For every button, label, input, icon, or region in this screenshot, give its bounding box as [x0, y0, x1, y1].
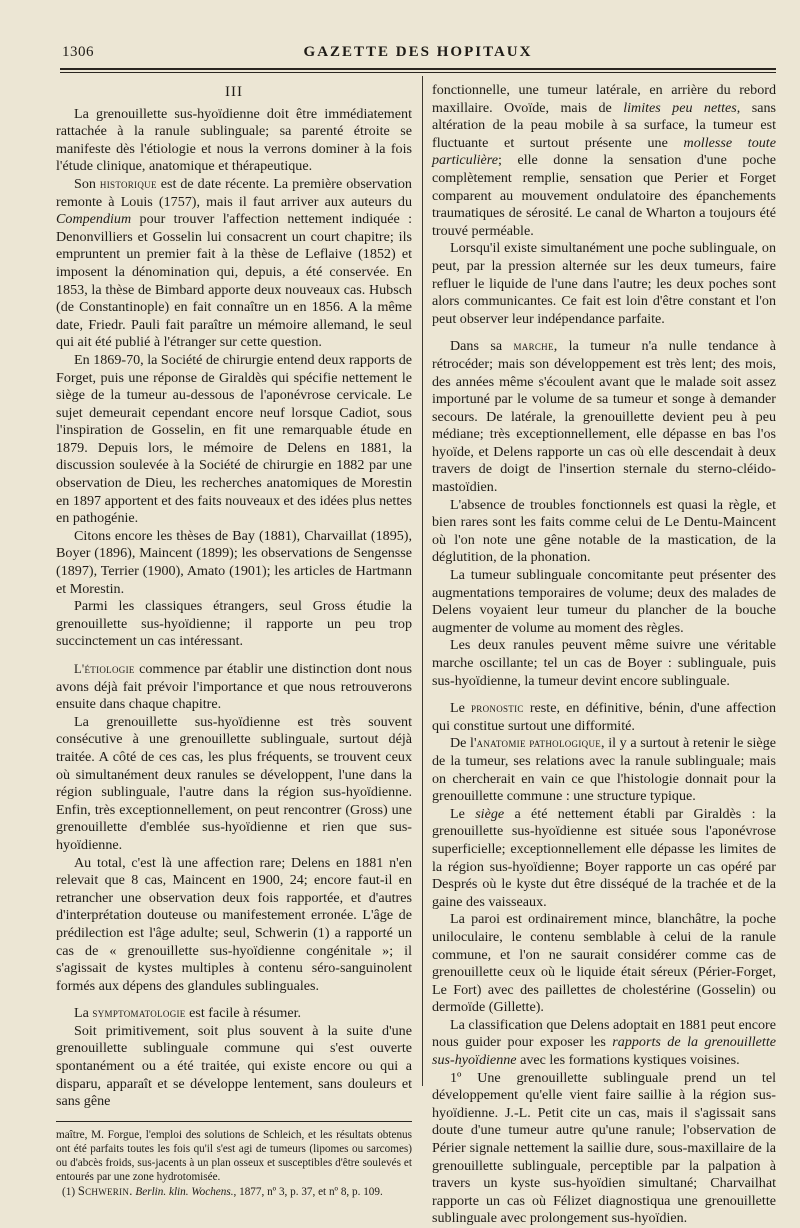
paragraph — [432, 82, 776, 240]
footnote-author: Schwerin. — [77, 1183, 133, 1198]
footnote — [56, 1184, 412, 1199]
header-rule-thick — [60, 68, 776, 70]
page-number: 1306 — [62, 44, 94, 60]
paragraph — [56, 1023, 412, 1111]
paragraph — [56, 661, 412, 714]
paragraph — [432, 911, 776, 1017]
text-run: Le — [450, 805, 465, 822]
footnotes — [56, 1128, 412, 1199]
right-column — [432, 82, 776, 1228]
paragraph-text: Citons encore les thèses de Bay (1881), Charvaillat (1895), Boyer (1896), Maincent (1899); les observations de Sengensse (1897), Terrier (1900), Amato (1901); les articles de Hartmann et Morestin. — [56, 527, 412, 597]
paragraph — [56, 528, 412, 598]
paragraph — [56, 714, 412, 855]
text-run: commence par établir une distinction dont nous avons déjà fait prévoir l'importance et que nous retrouverons ensuite dans chaque chapitre. — [56, 661, 413, 713]
text-run: reste, en définitive, bénin, d'une affection qui constitue surtout une difformité. — [432, 700, 776, 734]
text-run: fonctionnelle, une tumeur latérale, en arrière du rebord maxillaire. Ovoïde, mais de — [432, 82, 776, 116]
paragraph — [56, 352, 412, 528]
text-run: Dans sa — [450, 338, 503, 355]
text-run: pour trouver l'affection nettement indiquée : Denonvilliers et Gosselin lui consacrent un court chapitre; ils empruntent un premier fait à la thèse de Leflaive (1852) et imposent la dénomination qui, depuis, a été conservée. En 1853, la thèse de Bimbard apporte deux nouveaux cas. Hubsch (de Constantinople) en fait connaître un en 1856. A la même date, Friedr. Pauli fait paraître un mémoire allemand, le seul qui ait été publié à l'étranger sur cette question. — [56, 211, 412, 351]
paragraph — [432, 240, 776, 328]
small-caps-heading: pronostic — [471, 701, 524, 716]
text-run: La — [74, 1005, 89, 1022]
paragraph-text: La tumeur sublinguale concomitante peut présenter des augmentations temporaires de volume; deux des malades de Delens voyaient leur tumeur du plancher de la bouche augmenter de volume au moment des règles. — [432, 567, 776, 636]
paragraph-text: En 1869-70, la Société de chirurgie entend deux rapports de Forget, puis une réponse de Giraldès qui spécifie nettement le siège de la tumeur au-dessous de l'aponévrose cervicale. Le sujet demeurait cependant encore neuf lorsque Cadiot, sous l'inspiration de Gosselin, en fit une remarquable étude en 1879. Depuis lors, le mémoire de Delens en 1881, la discussion soulevée à la Société de chirurgie en 1882 par une observation de Dieu, les recherches anatomiques de Morestin en 1897 apportent et des faits nouveaux et des idées plus nettes en pathogénie. — [56, 351, 412, 527]
paragraph-text: La grenouillette sus-hyoïdienne doit être immédiatement rattachée à la ranule sublinguale; sa parenté étroite se manifeste dès l'étiologie et nous la verrons dominer à la fois l'étude clinique, anatomique et thérapeutique. — [56, 105, 412, 175]
left-column — [56, 82, 412, 1199]
paragraph — [432, 567, 776, 637]
small-caps-heading: marche — [513, 339, 554, 354]
paragraph — [432, 1017, 776, 1070]
italic-text: rapports de la grenouillette sus-hyoïdienne — [432, 1034, 776, 1069]
paragraph-text: La grenouillette sus-hyoïdienne est très souvent consécutive à une grenouillette sublinguale, surtout déjà traitée. A côté de ces cas, les plus fréquents, se trouvent ceux où simultanément deux ranules se développent, l'une dans la région sublinguale, l'autre dans la région sus-hyoïdienne. Enfin, très exceptionnellement, on peut rencontrer (Gross) une grenouillette d'emblée sus-hyoïdienne et rien que sus-hyoïdienne. — [56, 713, 412, 853]
text-run: , la tumeur n'a nulle tendance à rétrocéder; mais son développement est très lent; des mois, des années même s'écoulent avant que le malade soit assez importuné par le volume de sa tumeur et songe à demander secours. De latérale, la grenouillette devient peu à peu médiane; très exceptionnellement, elle dépasse en bas l'os hyoïde, et Delens rapporte un cas où elle descendait à deux travers de doigt de l'insertion sternale du sterno-cléido-mastoïdien. — [432, 338, 776, 496]
small-caps-heading: symptomatologie — [92, 1006, 186, 1021]
small-caps-heading: L'étiologie — [74, 662, 135, 676]
paragraph — [432, 497, 776, 567]
header-rule-thin — [60, 72, 776, 73]
paragraph-text: Parmi les classiques étrangers, seul Gross étudie la grenouillette sus-hyoïdienne; il rapporte un peu trop succinctement un cas intéressant. — [56, 598, 412, 650]
text-run: , il y a surtout à retenir le siège de la tumeur, ses relations avec la ranule sublinguale; mais on chercherait en vain ce que l'histologie donnait pour la grenouillette commune : une structure typique. — [432, 735, 776, 805]
paragraph-text: Les deux ranules peuvent même suivre une véritable marche oscillante; tel un cas de Boyer : sublinguale, puis sus-hyoïdienne, la tumeur devint encore sublinguale. — [432, 637, 776, 689]
paragraph — [432, 735, 776, 805]
paragraph-text: La paroi est ordinairement mince, blanchâtre, la poche uniloculaire, le contenu semblable à celui de la ranule commune, et l'on ne saurait considérer comme cas de grenouillette ceux où le liquide était séreux (Périer-Forget, Le Fort) avec des paillettes de cholestérine (Gosselin) ou dermoïde (Gillette). — [432, 911, 776, 1016]
paragraph — [432, 637, 776, 690]
text-run: Son — [74, 175, 96, 192]
italic-text: Compendium — [56, 211, 132, 228]
paragraph — [56, 598, 412, 651]
footnote-rule — [56, 1121, 412, 1122]
paragraph-text: Au total, c'est là une affection rare; Delens en 1881 n'en relevait que 8 cas, Maincent en 1900, 24; encore faut-il en retrancher une observation deux fois rapportée, et d'autres d'interprétation douteuse ou manifestement erronée. L'âge de prédilection est l'âge adulte; seul, Schwerin (1) a rapporté un cas de « grenouillette sus-hyoïdienne congénitale »; il s'agissait de kystes multiples à contenu séro-sanguinolent formés aux dépens des glandules sublinguales. — [56, 854, 412, 994]
text-run: Le — [450, 700, 465, 717]
text-run: ; elle donne la sensation d'une poche complètement remplie, sensation que Perier et Forget comparent au mouvement ondulatoire des épanchements traumatiques de sérosité. Le canal de Wharton a toujours été trouvé perméable. — [432, 152, 776, 239]
paragraph-text: Lorsqu'il existe simultanément une poche sublinguale, on peut, par la pression alternée sur les deux tumeurs, faire refluer le liquide de l'une dans l'autre; les deux poches sont alors communicantes. Ce fait est loin d'être constant et l'on peut observer leur indépendance parfaite. — [432, 240, 776, 327]
running-header — [60, 44, 776, 64]
text-run: avec les formations kystiques voisines. — [520, 1052, 740, 1069]
paragraph — [56, 1005, 412, 1023]
text-run: De l' — [450, 735, 477, 752]
column-divider — [422, 76, 423, 1086]
footnote-journal: Berlin. klin. Wochens. — [135, 1185, 234, 1198]
paragraph-text: L'absence de troubles fonctionnels est quasi la règle, et bien rares sont les faits comme celui de Le Dentu-Maincent où l'on note une gêne notable de la mastication, de la déglutition, de la phonation. — [432, 496, 776, 566]
footnote — [56, 1128, 412, 1184]
paragraph — [432, 338, 776, 496]
text-run: La classification que Delens adoptait en 1881 peut encore nous guider pour exposer les — [432, 1016, 776, 1051]
small-caps-heading: historique — [99, 176, 157, 191]
italic-text: limites peu nettes — [623, 99, 737, 116]
paragraph-text: Soit primitivement, soit plus souvent à la suite d'une grenouillette sublinguale commune qui s'est ouverte spontanément ou a été traitée, qui existe encore ou qui a disparu, apparaît et se développe lentement, sans douleurs et sans gêne — [56, 1022, 412, 1110]
footnote-text: , 1877, nº 3, p. 37, et nº 8, p. 109. — [233, 1185, 383, 1198]
paragraph — [432, 806, 776, 912]
paragraph — [56, 106, 412, 176]
section-number: III — [225, 84, 243, 100]
italic-text: siège — [475, 805, 505, 822]
paragraph — [432, 700, 776, 735]
paragraph — [56, 855, 412, 996]
journal-title: GAZETTE DES HOPITAUX — [303, 44, 533, 60]
paragraph-text: 1º Une grenouillette sublinguale prend un tel développement qu'elle vient faire saillie à la région sus-hyoïdienne. J.-L. Petit cite un cas, mais il s'agissait sans doute d'une tumeur autre qu'une ranule; l'observation de Périer signale nettement la saillie dure, sous-maxillaire de la grenouillette sublinguale, perceptible par la palpation à travers un kyste sus-hyoïdien simultané; Charvailhat rapporte un cas où Félizet diagnostiqua une grenouillette sublinguale avec prolongement sus-hyoïdien. — [432, 1069, 776, 1227]
paragraph — [432, 1070, 776, 1228]
text-run: est facile à résumer. — [189, 1005, 302, 1022]
text-run: , sans altération de la peau mobile à sa surface, la tumeur est fluctuante et surtout présente une — [432, 99, 776, 151]
small-caps-heading: anatomie pathologique — [476, 736, 602, 751]
text-run: est de date récente. La première observation remonte à Louis (1757), mais il faut arriver aux auteurs du — [56, 175, 412, 210]
text-run: a été nettement établi par Giraldès : la grenouillette sus-hyoïdienne est située sous l'aponévrose superficielle; exceptionnellement elle dépasse les limites de la région sus-hyoïdienne; Boyer rapporte un cas opéré par Després où le kyste dut être disséqué de la trachée et de la gaine des vaisseaux. — [432, 805, 776, 910]
footnote-text: maître, M. Forgue, l'emploi des solutions de Schleich, et les résultats obtenus ont été parfaits toutes les fois qu'il s'est agi de tumeurs (lipomes ou sarcomes) ou d'abcès froids, sus-jacents à un plan osseux et susceptibles d'être soulevés et entourés par une zone hydrotomisée. — [56, 1128, 412, 1183]
footnote-marker: (1) — [62, 1185, 76, 1198]
italic-text: mollesse toute particulière — [432, 134, 776, 169]
paragraph — [56, 176, 412, 352]
